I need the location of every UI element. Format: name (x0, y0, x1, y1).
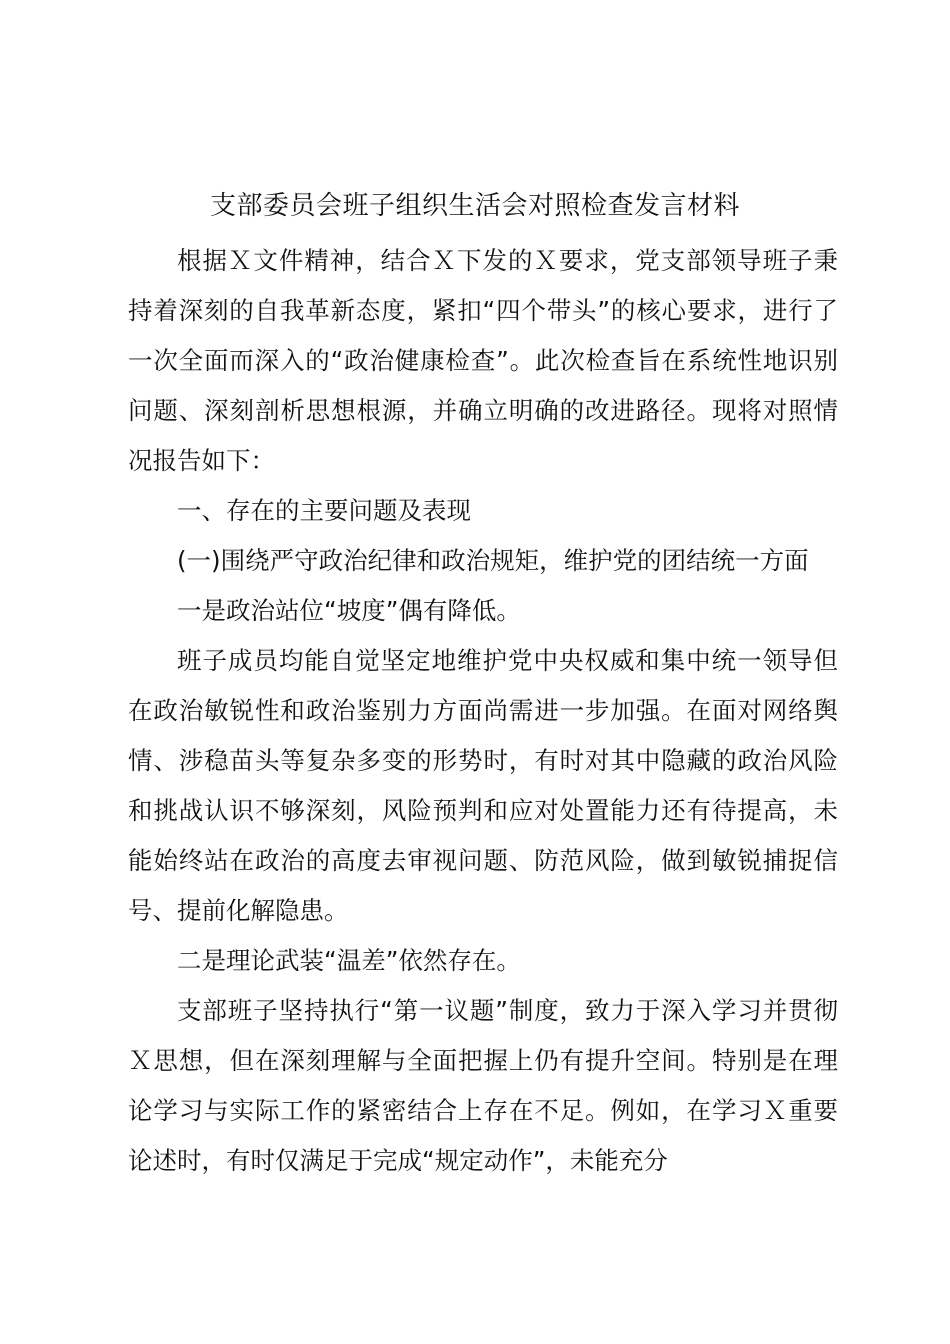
document-body (128, 236, 838, 1186)
paragraph-theory: 支部班子坚持执行“第一议题”制度，致力于深入学习并贯彻Ｘ思想，但在深刻理解与全面把握上仍有提升空间。特别是在理论学习与实际工作的紧密结合上存在不足。例如，在学习Ｘ重要论述时，有时仅满足于完成“规定动作”，未能充分 (128, 996, 838, 1175)
document-title: 支部委员会班子组织生活会对照检查发言材料 (209, 191, 740, 221)
paragraph-political-stance: 班子成员均能自觉坚定地维护党中央权威和集中统一领导但在政治敏锐性和政治鉴别力方面尚需进一步加强。在面对网络舆情、涉稳苗头等复杂多变的形势时，有时对其中隐藏的政治风险和挑战认识不够深刻，风险预判和应对处置能力还有待提高，未能始终站在政治的高度去审视问题、防范风险，做到敏锐捕捉信号、提前化解隐患。 (128, 646, 838, 925)
point-heading-theory: 二是理论武装“温差”依然存在。 (177, 946, 521, 975)
point-heading-political-stance: 一是政治站位“坡度”偶有降低。 (177, 596, 521, 625)
section-heading-problems: 一、存在的主要问题及表现 (177, 496, 471, 525)
paragraph-intro: 根据Ｘ文件精神，结合Ｘ下发的Ｘ要求，党支部领导班子秉持着深刻的自我革新态度，紧扣“四个带头”的核心要求，进行了一次全面而深入的“政治健康检查”。此次检查旨在系统性地识别问题、深刻剖析思想根源，并确立明确的改进路径。现将对照情况报告如下： (128, 246, 838, 475)
subsection-heading-political-discipline: (一)围绕严守政治纪律和政治规矩，维护党的团结统一方面 (177, 546, 809, 575)
